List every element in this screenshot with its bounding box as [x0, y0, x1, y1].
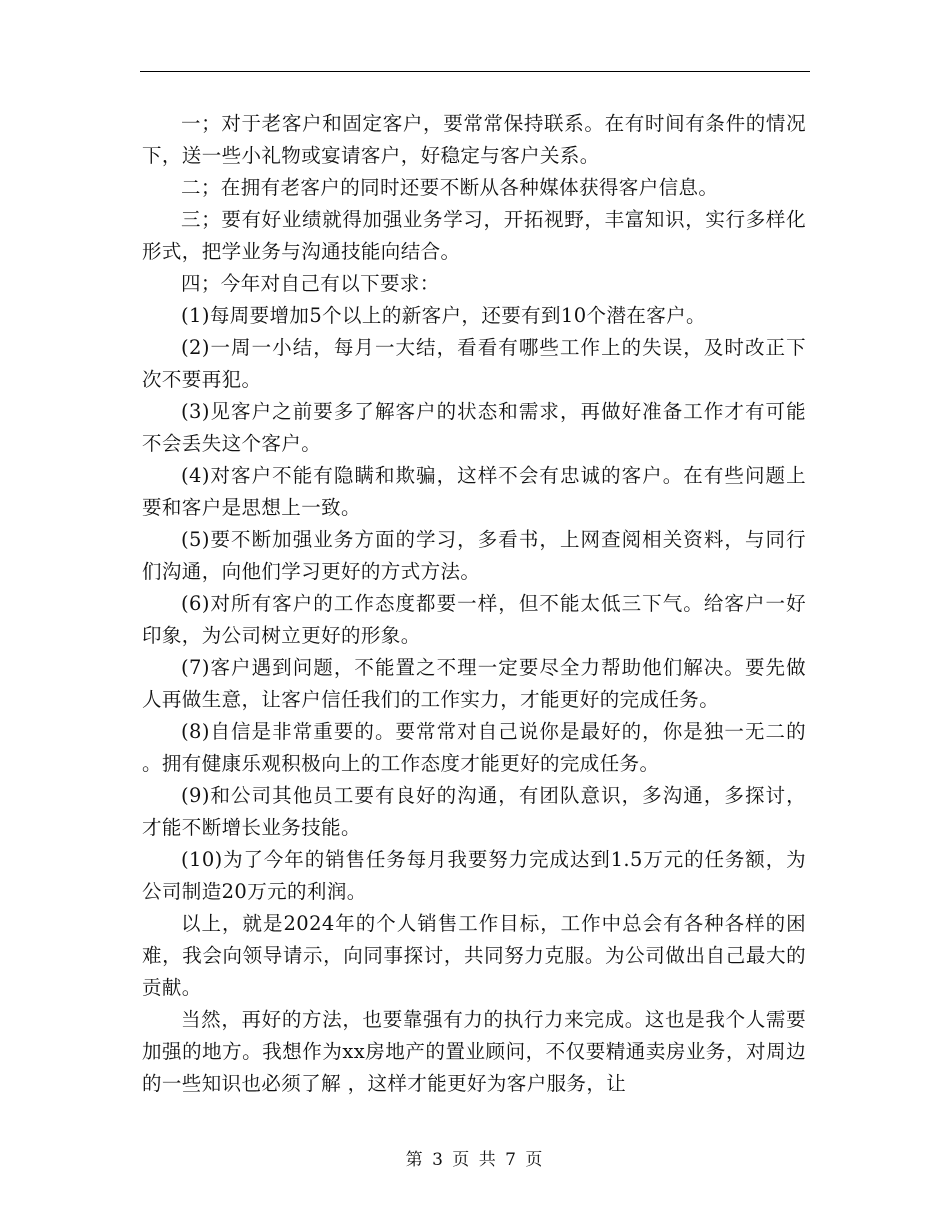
- list-item: (5)要不断加强业务方面的学习，多看书，上网查阅相关资料，与同行们沟通，向他们学习更好的方式方法。: [142, 528, 806, 583]
- paragraph: 一；对于老客户和固定客户，要常常保持联系。在有时间有条件的情况下，送一些小礼物或宴请客户，好稳定与客户关系。: [142, 112, 806, 167]
- list-item: (2)一周一小结，每月一大结，看看有哪些工作上的失误，及时改正下次不要再犯。: [142, 336, 806, 391]
- list-item: (1)每周要增加5个以上的新客户，还要有到10个潜在客户。: [181, 304, 706, 327]
- paragraph: 当然，再好的方法，也要靠强有力的执行力来完成。这也是我个人需要加强的地方。我想作为xx房地产的置业顾问，不仅要精通卖房业务，对周边的一些知识也必须了解 ，这样才能更好为客户服务，让: [142, 1008, 806, 1095]
- paragraph: 以上，就是2024年的个人销售工作目标，工作中总会有各种各样的困难，我会向领导请示，向同事探讨，共同努力克服。为公司做出自己最大的贡献。: [142, 912, 806, 999]
- list-item: (9)和公司其他员工要有良好的沟通，有团队意识，多沟通，多探讨，才能不断增长业务技能。: [142, 784, 806, 839]
- list-item: (10)为了今年的销售任务每月我要努力完成达到1.5万元的任务额，为公司制造20万元的利润。: [142, 848, 806, 903]
- list-item: (3)见客户之前要多了解客户的状态和需求，再做好准备工作才有可能不会丢失这个客户。: [142, 400, 806, 455]
- list-item: (4)对客户不能有隐瞒和欺骗，这样不会有忠诚的客户。在有些问题上要和客户是思想上一致。: [142, 464, 806, 519]
- header-rule: [140, 71, 810, 72]
- list-item: (8)自信是非常重要的。要常常对自己说你是最好的，你是独一无二的。拥有健康乐观积极向上的工作态度才能更好的完成任务。: [142, 720, 806, 775]
- page-number-footer: 第 3 页 共 7 页: [405, 1150, 545, 1170]
- paragraph: 二；在拥有老客户的同时还要不断从各种媒体获得客户信息。: [181, 176, 719, 199]
- list-item: (7)客户遇到问题，不能置之不理一定要尽全力帮助他们解决。要先做人再做生意，让客户信任我们的工作实力，才能更好的完成任务。: [142, 656, 806, 711]
- list-item: (6)对所有客户的工作态度都要一样，但不能太低三下气。给客户一好印象，为公司树立更好的形象。: [142, 592, 806, 647]
- document-body: [142, 108, 806, 1100]
- paragraph: 三；要有好业绩就得加强业务学习，开拓视野，丰富知识，实行多样化形式，把学业务与沟通技能向结合。: [142, 208, 806, 263]
- paragraph: 四；今年对自己有以下要求：: [181, 272, 440, 295]
